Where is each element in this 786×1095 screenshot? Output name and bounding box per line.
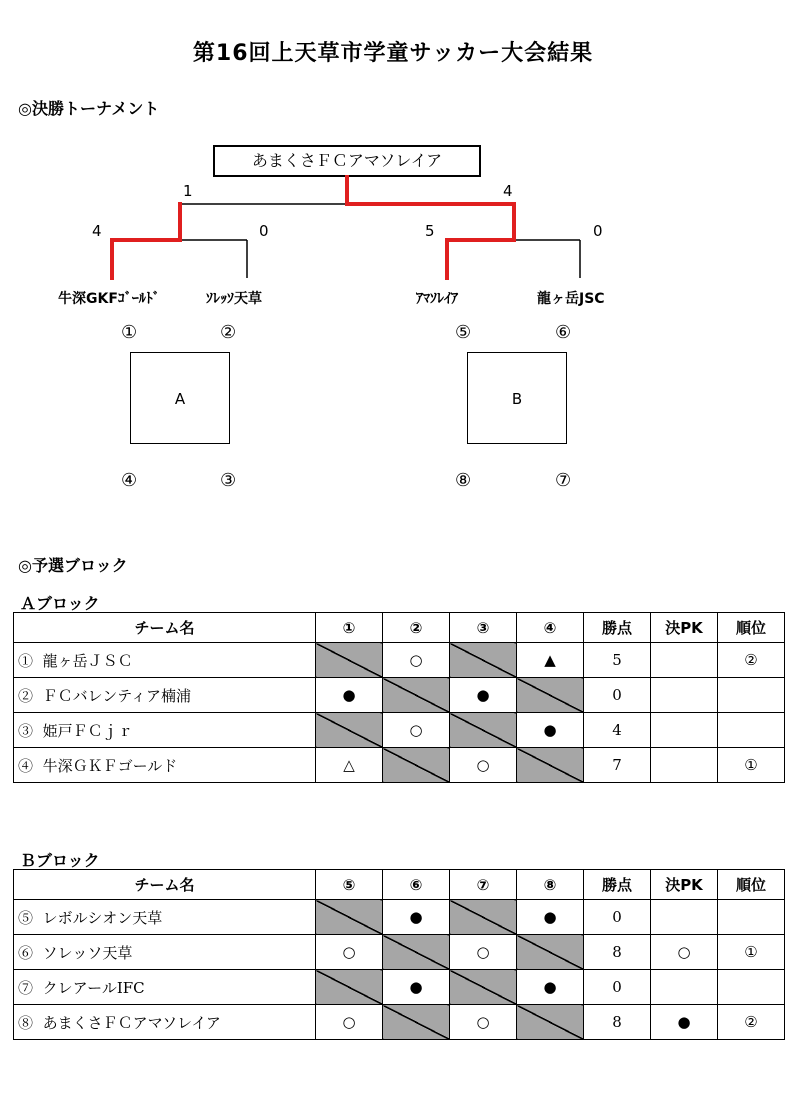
empty-match-cell [316,970,383,1005]
header-col-5: ⑤ [316,870,383,900]
empty-match-cell [450,900,517,935]
block-a-box: A [130,352,230,444]
team-cell [14,935,316,970]
pk-cell [651,713,718,748]
pk-cell [651,748,718,783]
table-header-row [14,613,785,643]
header-pk: 決PK [651,870,718,900]
block-b-seed-top-left: ⑤ [455,322,472,343]
rank-cell: ① [718,748,785,783]
rank-cell [718,713,785,748]
block-b-seed-bottom-right: ⑦ [555,470,572,491]
block-a-seed-top-left: ① [121,322,138,343]
team-name: あまくさＦＣアマソレイア [42,1013,221,1032]
result-cell: △ [316,748,383,783]
header-team-name: チーム名 [14,613,316,643]
team-no: ⑥ [18,943,34,962]
points-cell: 0 [584,900,651,935]
block-b-box: B [467,352,567,444]
empty-match-cell [383,1005,450,1040]
champion-box: あまくさＦＣアマソレイア [213,145,481,177]
team-cell [14,1005,316,1040]
header-col-2: ② [383,613,450,643]
pk-cell [651,678,718,713]
header-col-1: ① [316,613,383,643]
team-name-2: ｿﾚｯｿ天草 [206,291,262,307]
rank-cell [718,970,785,1005]
empty-match-cell [316,713,383,748]
table-row [14,643,785,678]
pk-cell [651,970,718,1005]
team-no: ⑧ [18,1013,34,1032]
points-cell: 4 [584,713,651,748]
team-name-4: 龍ヶ岳JSC [537,291,605,307]
team-no: ① [18,651,34,670]
result-cell: ○ [450,935,517,970]
result-cell: ● [450,678,517,713]
team-cell [14,713,316,748]
header-col-7: ⑦ [450,870,517,900]
result-cell: ○ [316,935,383,970]
block-a-seed-bottom-right: ③ [220,470,237,491]
team-name: ソレッソ天草 [42,943,133,962]
final-tournament-heading: ◎決勝トーナメント [18,99,160,118]
rank-cell [718,900,785,935]
empty-match-cell [450,643,517,678]
semi-left-score-left: 4 [92,222,102,240]
header-col-3: ③ [450,613,517,643]
team-no: ⑦ [18,978,34,997]
team-cell [14,900,316,935]
team-name: 姫戸ＦＣｊｒ [42,721,133,740]
pk-cell [651,643,718,678]
winner-path-left [112,204,180,278]
rank-cell: ② [718,1005,785,1040]
result-cell: ○ [383,643,450,678]
block-a-table [13,612,785,783]
table-row [14,970,785,1005]
table-row [14,1005,785,1040]
header-rank: 順位 [718,613,785,643]
points-cell: 8 [584,935,651,970]
result-cell: ▲ [517,643,584,678]
table-header-row [14,870,785,900]
block-b-seed-top-right: ⑥ [555,322,572,343]
semi-right-score-right: 0 [593,222,603,240]
self-match-cell [383,678,450,713]
result-cell: ● [517,713,584,748]
points-cell: 7 [584,748,651,783]
empty-match-cell [517,678,584,713]
points-cell: 0 [584,970,651,1005]
result-cell: ○ [450,1005,517,1040]
result-cell: ○ [450,748,517,783]
header-rank: 順位 [718,870,785,900]
team-cell [14,678,316,713]
points-cell: 5 [584,643,651,678]
team-name: ＦＣバレンティア楠浦 [42,686,191,705]
self-match-cell [450,970,517,1005]
page-title: 第16回上天草市学童サッカー大会結果 [192,41,594,66]
semi-left-score-right: 0 [259,222,269,240]
result-cell: ○ [383,713,450,748]
self-match-cell [316,643,383,678]
result-cell: ● [517,970,584,1005]
final-score-left: 1 [183,182,193,200]
self-match-cell [383,935,450,970]
result-cell: ● [383,970,450,1005]
pk-cell: ● [651,1005,718,1040]
table-row [14,713,785,748]
block-a-seed-top-right: ② [220,322,237,343]
header-team-name: チーム名 [14,870,316,900]
block-a-seed-bottom-left: ④ [121,470,138,491]
team-cell [14,970,316,1005]
header-col-4: ④ [517,613,584,643]
points-cell: 8 [584,1005,651,1040]
self-match-cell [450,713,517,748]
rank-cell [718,678,785,713]
team-cell [14,643,316,678]
team-name: 牛深ＧＫＦゴールド [42,756,178,775]
self-match-cell [517,748,584,783]
team-no: ② [18,686,34,705]
result-cell: ○ [316,1005,383,1040]
empty-match-cell [517,935,584,970]
header-points: 勝点 [584,870,651,900]
empty-match-cell [383,748,450,783]
team-name-3: ｱﾏｿﾚｲｱ [416,291,458,307]
team-name: レボルシオン天草 [42,908,163,927]
block-a-heading: Ａブロック [20,594,100,613]
table-row [14,935,785,970]
points-cell: 0 [584,678,651,713]
result-cell: ● [383,900,450,935]
self-match-cell [316,900,383,935]
prelim-heading: ◎予選ブロック [18,556,128,575]
table-row [14,900,785,935]
table-row [14,748,785,783]
block-b-seed-bottom-left: ⑧ [455,470,472,491]
table-row [14,678,785,713]
self-match-cell [517,1005,584,1040]
rank-cell: ② [718,643,785,678]
header-pk: 決PK [651,613,718,643]
header-col-8: ⑧ [517,870,584,900]
team-name: クレアールIFC [42,978,145,997]
block-b-heading: Ｂブロック [20,851,100,870]
team-no: ③ [18,721,34,740]
team-name: 龍ヶ岳ＪＳＣ [42,651,133,670]
team-no: ④ [18,756,34,775]
header-col-6: ⑥ [383,870,450,900]
pk-cell: ○ [651,935,718,970]
team-cell [14,748,316,783]
header-points: 勝点 [584,613,651,643]
result-cell: ● [316,678,383,713]
pk-cell [651,900,718,935]
team-name-1: 牛深GKFｺﾞｰﾙﾄﾞ [58,291,160,307]
semi-right-score-left: 5 [425,222,435,240]
bracket-lines [0,0,786,300]
final-score-right: 4 [503,182,513,200]
block-b-table [13,869,785,1040]
result-cell: ● [517,900,584,935]
team-no: ⑤ [18,908,34,927]
rank-cell: ① [718,935,785,970]
